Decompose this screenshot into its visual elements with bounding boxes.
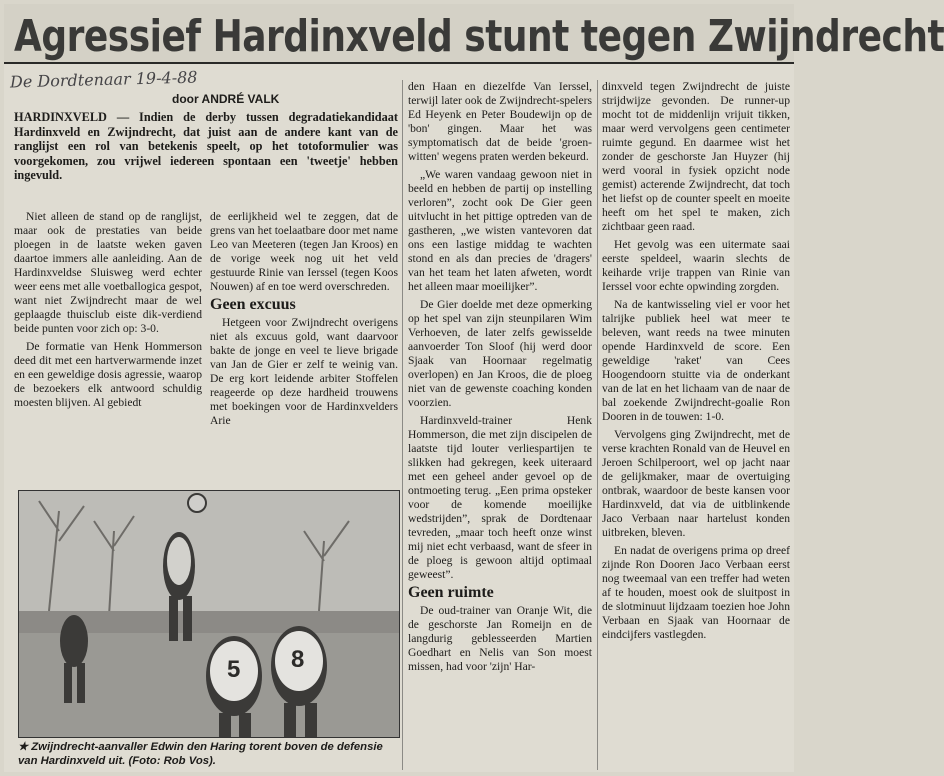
jersey-number: 8 xyxy=(291,646,305,673)
column-rule xyxy=(597,80,598,770)
intro-block xyxy=(14,110,398,187)
handwritten-note: De Dordtenaar 19-4-88 xyxy=(9,67,198,92)
paragraph: Het gevolg was een uitermate saai eerste speldeel, waarin slechts de keiharde vrije trappen van Rinie van Ierssel voor echte opwinding zorgden. xyxy=(602,238,790,293)
subhead: Geen excuus xyxy=(210,296,296,313)
headline: Agressief Hardinxveld stunt tegen Zwijndrecht xyxy=(14,11,944,62)
paragraph: „We waren vandaag gewoon niet in beeld en hebben de partij op instelling verloren”, zocht ook De Gier geen uitvlucht in het pittige optreden van de gastheren, „we wisten vantevoren dat ons een lastige middag te wachten stond en als dan precies de 'dragers' van het team het laten afweten, wordt het alleen maar moeilijker”. xyxy=(408,168,592,293)
intro-paragraph: HARDINXVELD — Indien de derby tussen degradatiekandidaat Hardinxveld en Zwijndrecht, dat juist aan de andere kant van de ranglijst een rol van betekenis speelt, op het totoformulier was voorgekomen, zou vrijwel iedereen spontaan een 'tweetje' hebben ingevuld. xyxy=(14,110,398,183)
photo-caption: ★ Zwijndrecht-aanvaller Edwin den Haring torent boven de defensie van Hardinxveld uit. (Foto: Rob Vos). xyxy=(18,741,383,767)
jersey-number: 5 xyxy=(227,656,241,683)
paragraph: De formatie van Henk Hommerson deed dit met een hartverwarmende inzet en een geweldige dosis agressie, waarop de bezoekers elk antwoord schuldig moesten blijven. Al gebiedt xyxy=(14,340,202,409)
paragraph: De oud-trainer van Oranje Wit, die de geschorste Jan Romeijn en de langdurig geblesseerden Martien Goedhart en Nelis van Son moest missen, had voor 'zijn' Har- xyxy=(408,604,592,673)
paragraph: Niet alleen de stand op de ranglijst, maar ook de prestaties van beide ploegen in de laatste weken gaven daartoe immers alle aanleiding. Aan de Hardinxveldse Sluisweg werd echter weer eens met alle voetballogica gespot, want niet Zwijndrecht maar de wel geplaagde thuisclub eiste dik-verdiend beide punten voor zich op: 3-0. xyxy=(14,210,202,335)
column-4 xyxy=(602,80,790,646)
photo-illustration xyxy=(19,491,399,737)
column-rule xyxy=(402,80,403,770)
newspaper-clipping xyxy=(4,4,944,772)
column-1 xyxy=(14,210,202,414)
paragraph: de eerlijkheid wel te zeggen, dat de grens van het toelaatbare door met name Leo van Meeteren (tegen Jan Kroos) en de vorige week nog uit het veld gestuurde Rinie van Ierssel (tegen Koos Nouwen) af en toe werd overschreden. xyxy=(210,210,398,293)
paragraph: Vervolgens ging Zwijndrecht, met de verse krachten Ronald van de Heuvel en Jeroen Schilperoort, wel op jacht naar de gelijkmaker, maar de overtuiging ontbrak, waardoor de beste kansen voor Hardinxveld, dat via de uitblinkende Jaco Verbaan naar hartelust konden uitbreken, bleven. xyxy=(602,428,790,539)
paragraph: Hetgeen voor Zwijndrecht overigens niet als excuus gold, want daarvoor bakte de jonge en veel te lieve brigade van Jan de Gier er zelf te weinig van. De erg kort leidende arbiter Stoffelen reageerde op deze hardheid trouwens met boekingen voor de Hardinxvelders Arie xyxy=(210,316,398,427)
match-photo xyxy=(18,490,400,738)
paragraph: den Haan en diezelfde Van Ierssel, terwijl later ook de Zwijndrecht-spelers Ed Heyenk en Peter Boudewijn op de 'bon' gingen. Maar het was symptomatisch dat de beide 'groen-witten' wegens praten werden bekeurd. xyxy=(408,80,592,163)
subhead: Geen ruimte xyxy=(408,584,494,601)
paragraph: Hardinxveld-trainer Henk Hommerson, die met zijn discipelen de laatste tijd louter verliespartijen te slikken had gekregen, keek uiteraard met een geheel ander gevoel op de ontmoeting terug. „Een prima opsteker voor de komende moeilijke wedstrijden”, sprak de Dordtenaar tevreden, „maar toch heeft onze winst mij niet echt verbaasd, want de sfeer in de ploeg is gewoon altijd optimaal geweest”. xyxy=(408,414,592,581)
byline: door ANDRÉ VALK xyxy=(172,92,280,106)
column-2 xyxy=(210,210,398,432)
paragraph: dinxveld tegen Zwijndrecht de juiste strijdwijze gevonden. De runner-up mocht tot de middenlijn vrijuit tikken, maar werd vervolgens geen centimeter ruimte gegund. En daarmee wist het zonder de geschorste Jan Huyzer (hij werd vooral in fysiek opzicht node gemist) acterende Zwijndrecht, dat toch het liefst op de counter speelt en moeite heeft om het spel te maken, zich zichtbaar geen raad. xyxy=(602,80,790,233)
paragraph: Na de kantwisseling viel er voor het talrijke publiek heel wat meer te beleven, want reeds na twee minuten opende Hardinxveld de score. Een geweldige 'raket' van Cees Hoogendoorn stuitte via de onderkant van de lat en het lichaam van de naar de bal zoekende Zwijndrecht-goalie Ron Dooren in de touwen: 1-0. xyxy=(602,298,790,423)
column-3 xyxy=(408,80,592,678)
paragraph: De Gier doelde met deze opmerking op het spel van zijn steunpilaren Wim Verhoeven, de later zelfs gewisselde aanvoerder Ton Sloof (hij werd door Sjaak van Hoornaar regelmatig overlopen) en Jan Kroos, die de ploeg niet van de gewenste coaching konden voorzien. xyxy=(408,298,592,409)
headline-band xyxy=(4,4,944,64)
paragraph: En nadat de overigens prima op dreef zijnde Ron Dooren Jaco Verbaan eerst nog tweemaal van een treffer had weten af te houden, moest ook de sluitpost in de slotminuut lijdzaam toezien hoe John Verbaan en Sjaak van Hoornaar de eindcijfers vastlegden. xyxy=(602,544,790,641)
